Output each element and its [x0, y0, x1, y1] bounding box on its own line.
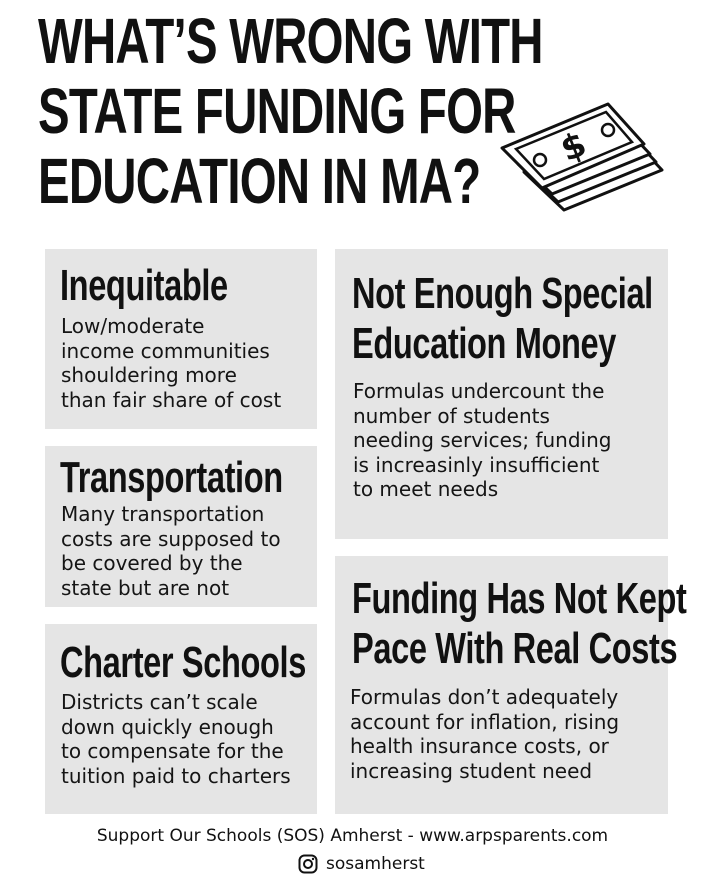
card-heading: Funding Has Not Kept Pace With Real Costs [352, 574, 687, 673]
card-body: Formulas undercount the number of students needing services; funding is increasinly insufficient to meet needs [353, 379, 612, 501]
card-special-education [335, 249, 668, 539]
card-heading: Inequitable [60, 261, 228, 310]
card-real-costs [335, 556, 687, 814]
social-handle [298, 853, 425, 875]
svg-text:$: $ [555, 124, 593, 171]
card-body: Many transportation costs are supposed to be covered by the state but are not [61, 502, 281, 600]
card-body: Low/moderate income communities shouldering more than fair share of cost [61, 314, 282, 412]
card-transportation [45, 446, 317, 607]
money-stack-icon [494, 92, 674, 222]
instagram-icon [298, 854, 318, 874]
title-line: STATE FUNDING FOR [38, 75, 516, 147]
card-charter-schools [45, 624, 317, 814]
title-line: WHAT’S WRONG WITH [38, 5, 543, 77]
handle-text: sosamherst [326, 854, 425, 874]
card-body: Formulas don’t adequately account for inflation, rising health insurance costs, or increasing student need [350, 685, 620, 783]
card-heading: Transportation [60, 453, 283, 502]
card-body: Districts can’t scale down quickly enough to compensate for the tuition paid to charters [61, 690, 291, 788]
card-heading: Charter Schools [60, 638, 306, 687]
page-title [38, 5, 543, 217]
title-line: EDUCATION IN MA? [38, 145, 481, 217]
card-heading: Not Enough Special Education Money [352, 269, 653, 368]
footer-credit: Support Our Schools (SOS) Amherst - www.arpsparents.com [96, 826, 609, 846]
card-inequitable [45, 249, 317, 429]
